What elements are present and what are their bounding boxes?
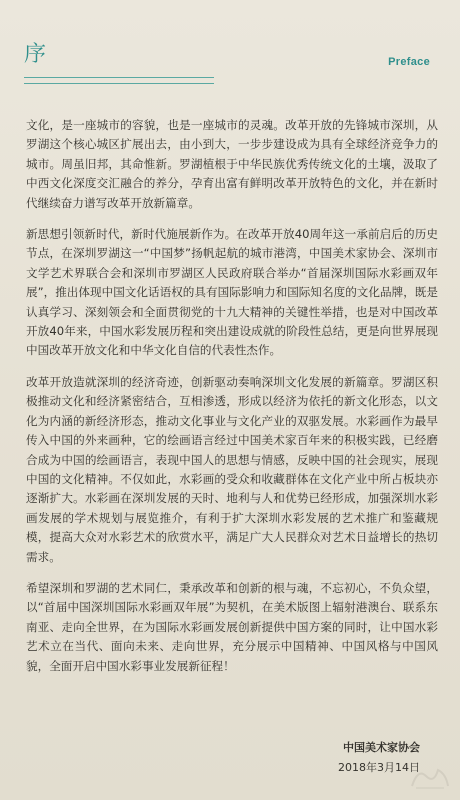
paragraph-2: 新思想引领新时代，新时代施展新作为。在改革开放40周年这一承前启后的历史节点，在深圳罗湖这一“中国梦”扬帆起航的城市港湾，中国美术家协会、深圳市文学艺术界联合会和深圳市罗湖区人民政府联合举办“首届深圳国际水彩画双年展”，推出体现中国文化话语权的具有国际影响力和国际知名度的文化品牌，既是认真学习、深刻领会和全面贯彻党的十九大精神的关键性举措，也是对中国改革开放40年来，中国水彩发展历程和突出建设成就的阶段性总结，更是向世界展现中国改革开放文化和中华文化自信的代表性杰作。 <box>26 227 438 358</box>
page-title-english: Preface <box>388 56 430 68</box>
preface-header <box>0 0 460 100</box>
paragraph-3: 改革开放造就深圳的经济奇迹，创新驱动奏响深圳文化发展的新篇章。罗湖区积极推动文化和经济紧密结合，互相渗透，形成以经济为依托的新文化形态，以文化为内涵的新经济形态，推动文化事业与文化产业的双驱发展。水彩画作为最早传入中国的外来画种，它的绘画语言经过中国美术家百年来的积极实践，已经磨合成为中国的绘画语言，表现中国人的思想与情感，反映中国的社会现实，展现中国的文化精神。不仅如此，水彩画的受众和收藏群体在文化产业中所占板块亦逐渐扩大。水彩画在深圳发展的天时、地利与人和优势已经形成，加强深圳水彩画发展的学术规划与展览推介，有利于扩大深圳水彩发展的艺术推广和鉴藏规模，提高大众对水彩艺术的欣赏水平，满足广大人民群众对艺术日益增长的热切需求。 <box>26 374 438 564</box>
page-title: 序 <box>24 42 47 67</box>
signature-organization: 中国美术家协会 <box>343 741 420 754</box>
watermark-stamp-icon <box>408 762 452 792</box>
signature-date: 2018年3月14日 <box>338 761 420 774</box>
paragraph-4: 希望深圳和罗湖的艺术同仁，秉承改革和创新的根与魂，不忘初心，不负众望，以“首届中国深圳国际水彩画双年展”为契机，在美术版图上辐射港澳台、联系东南亚、走向全世界，在为国际水彩画发展创新提供中国方案的同时，让中国水彩艺术立在当代、面向未来、走向世界，充分展示中国精神、中国风格与中国风貌，全面开启中国水彩事业发展新征程！ <box>26 580 438 673</box>
paragraph-1: 文化，是一座城市的容貌，也是一座城市的灵魂。改革开放的先锋城市深圳，从罗湖这个核心城区扩展出去，由小到大，一步步建设成为具有全球经济竞争力的城市。周虽旧邦，其命惟新。罗湖植根于中华民族优秀传统文化的土壤，汲取了中西文化深度交汇融合的养分，孕育出富有鲜明改革开放特色的文化，并在新时代继续奋力谱写改革开放新篇章。 <box>26 118 438 210</box>
title-rule-top <box>24 77 214 78</box>
title-rule-bottom <box>24 83 214 84</box>
preface-body <box>26 116 438 688</box>
